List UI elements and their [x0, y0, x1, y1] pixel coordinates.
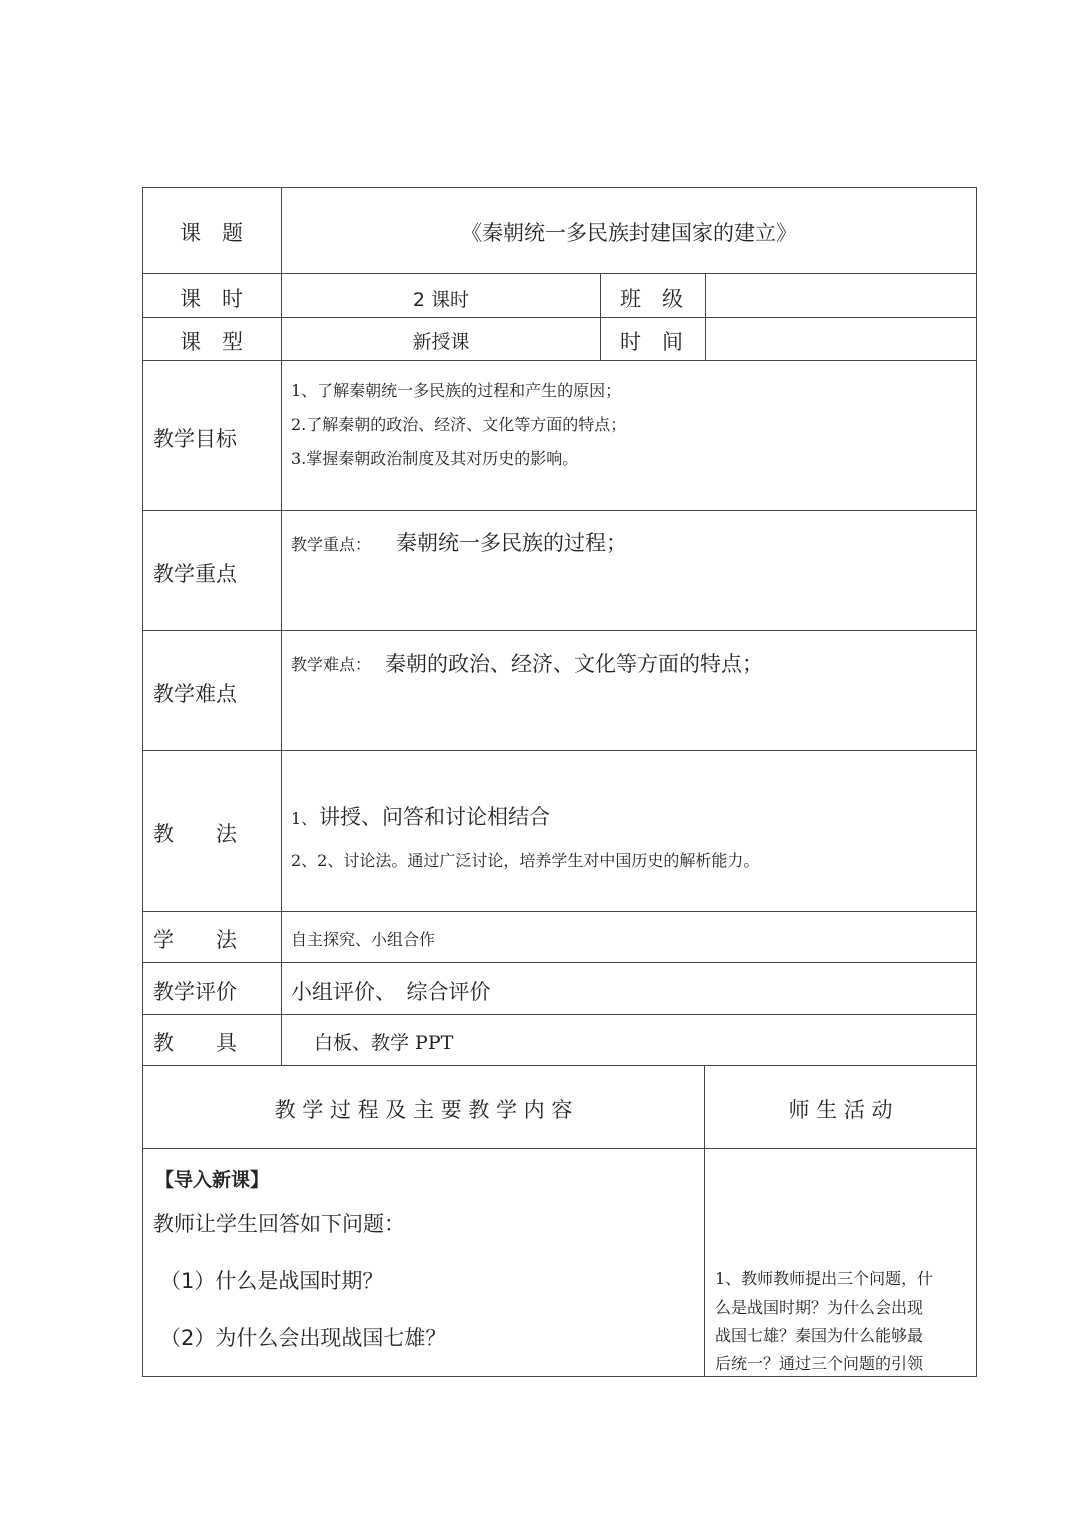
teaching-method-label: 教 法 [153, 822, 237, 846]
intro-text: 教师让学生回答如下问题： [153, 1212, 405, 1236]
type-label: 课 型 [180, 330, 243, 354]
learning-method-value: 自主探究、小组合作 [291, 930, 436, 949]
activity-line: 战国七雄？秦国为什么能够最 [715, 1326, 924, 1345]
table-line [142, 187, 143, 1377]
activity-line: 么是战国时期？为什么会出现 [715, 1298, 924, 1317]
table-line [142, 1148, 977, 1149]
goals-label: 教学目标 [153, 427, 237, 451]
teaching-method-2: 2、2、讨论法。通过广泛讨论，培养学生对中国历史的解析能力。 [291, 851, 760, 870]
table-line [142, 273, 977, 274]
goal-item: 1、了解秦朝统一多民族的过程和产生的原因； [291, 381, 622, 400]
teaching-method-prefix: 1、 [291, 809, 318, 828]
activity-header: 师 生 活 动 [788, 1098, 893, 1122]
key-points-value: 秦朝统一多民族的过程； [396, 531, 627, 555]
goal-item: 2.了解秦朝的政治、经济、文化等方面的特点； [291, 415, 627, 434]
teaching-tools-value: 白板、教学 PPT [314, 1032, 454, 1054]
table-line [705, 273, 706, 360]
table-line [142, 750, 977, 751]
table-line [142, 317, 977, 318]
table-line [600, 273, 601, 360]
difficult-points-prefix: 教学难点： [291, 655, 372, 674]
key-points-label: 教学重点 [153, 562, 237, 586]
teaching-method-1: 讲授、问答和讨论相结合 [319, 805, 550, 829]
table-line [142, 510, 977, 511]
time-label: 时 间 [620, 330, 683, 354]
intro-section-title: 【导入新课】 [155, 1169, 270, 1191]
key-points-prefix: 教学重点： [291, 535, 372, 554]
teaching-tools-label: 教 具 [153, 1031, 237, 1055]
evaluation-value: 小组评价、 综合评价 [291, 980, 491, 1004]
table-line [142, 360, 977, 361]
table-line [142, 1014, 977, 1015]
table-line [142, 187, 977, 188]
question-2: （2）为什么会出现战国七雄？ [160, 1326, 447, 1350]
class-label: 班 级 [620, 287, 683, 311]
table-line [142, 911, 977, 912]
table-line [142, 1065, 977, 1066]
hours-label: 课 时 [180, 287, 243, 311]
lesson-title: 《秦朝统一多民族封建国家的建立》 [461, 221, 797, 245]
goal-item: 3.掌握秦朝政治制度及其对历史的影响。 [291, 449, 579, 468]
evaluation-label: 教学评价 [153, 980, 237, 1004]
process-header: 教 学 过 程 及 主 要 教 学 内 容 [274, 1098, 573, 1122]
question-1: （1）什么是战国时期？ [160, 1269, 384, 1293]
difficult-points-label: 教学难点 [153, 682, 237, 706]
title-label: 课 题 [180, 221, 243, 245]
difficult-points-value: 秦朝的政治、经济、文化等方面的特点； [385, 652, 763, 676]
table-line [976, 187, 977, 1377]
activity-line: 1、教师教师提出三个问题，什 [715, 1269, 934, 1288]
activity-line: 后统一？通过三个问题的引领 [715, 1354, 924, 1373]
table-line [281, 187, 282, 1065]
type-value: 新授课 [412, 331, 470, 353]
table-line [142, 962, 977, 963]
hours-value: 2 课时 [412, 289, 470, 311]
table-line [142, 630, 977, 631]
table-line [142, 1376, 977, 1377]
learning-method-label: 学 法 [153, 928, 237, 952]
